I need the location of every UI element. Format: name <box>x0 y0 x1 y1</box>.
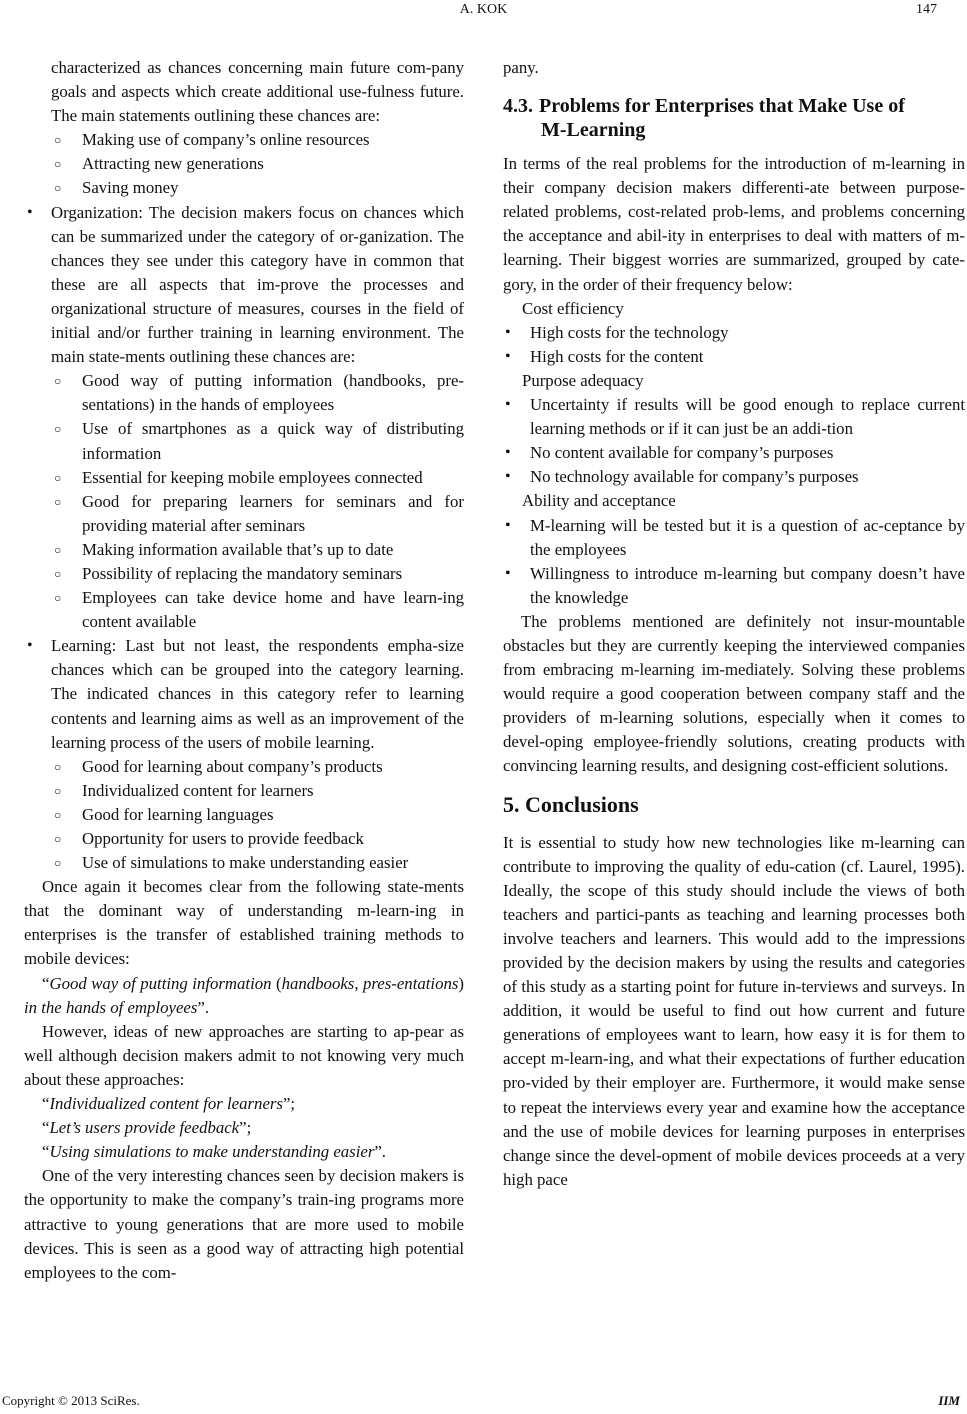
list-item: ○ Essential for keeping mobile employees connected <box>51 466 464 490</box>
paragraph: Once again it becomes clear from the following state-ments that the dominant way of understanding m-learn-ing in enterprises is the transfer of established training methods to mobile devices: <box>24 877 464 969</box>
quote-text: in the hands of employees <box>24 997 198 1017</box>
list-item: ○ Use of smartphones as a quick way of distributing information <box>51 417 464 465</box>
bullet-list <box>24 634 464 754</box>
right-column <box>503 56 965 1192</box>
paragraph: In terms of the real problems for the introduction of m-learning in their company decision makers differenti-ate between purpose-related problems, cost-related prob-lems, and problems concerning the acceptance and abil-ity in enterprises to deal with matters of m-learning. Their biggest worries are summarized, grouped by cate-gory, in the order of their frequency below: <box>503 154 965 294</box>
section-title-line2: M-Learning <box>541 119 646 142</box>
list-item: ○ Good for preparing learners for seminars and for providing material after seminars <box>51 490 464 538</box>
list-item: ○ Making use of company’s online resources <box>51 128 464 152</box>
journal-abbrev: IIM <box>938 1393 960 1408</box>
quote-mark: ”; <box>239 1118 252 1138</box>
bullet-text: Learning: Last but not least, the respondents empha-size chances which can be grouped into the category learning. The indicated chances in this category refer to learning contents and learning aims as well as an improvement of the learning process of the users of mobile learning. <box>51 636 464 752</box>
list-item: ○ Good for learning languages <box>51 803 464 827</box>
quote-text: Using simulations to make understanding easier <box>49 1142 375 1162</box>
category-label: Purpose adequacy <box>522 370 644 390</box>
list-item: ○ Attracting new generations <box>51 152 464 176</box>
section-title: Problems for Enterprises that Make Use of <box>539 95 905 118</box>
paragraph: It is essential to study how new technologies like m-learning can contribute to improving the quality of edu-cation (cf. Laurel, 1995). Ideally, the scope of this study should include the views of both teachers and partici-pants as teaching and learning processes both involve teachers and learners. This would add to the impressions provided by the decision makers by using the results and categories of this study as a starting point for future in-terviews and surveys. In addition, it would be useful to find out how current and future generations of employees want to learn, how easy it is for them to accept m-learn-ing, and what their expectations of further education pro-vided by their employer are. Furthermore, it would make sense to repeat the interviews every year and examine how the acceptance and the use of mobile devices for learning purposes in enterprises change since the devel-opment of mobile devices proceeds at a very high pace <box>503 832 965 1189</box>
list-item: ○ Good way of putting information (handbooks, pre-sentations) in the hands of employees <box>51 369 464 417</box>
list-item: • Willingness to introduce m-learning but company doesn’t have the knowledge <box>503 562 965 610</box>
list-item: ○ Good for learning about company’s products <box>51 755 464 779</box>
bullet-learning <box>24 634 464 754</box>
quote-text: , <box>354 973 363 993</box>
copyright: Copyright © 2013 SciRes. <box>2 1393 140 1408</box>
bullet-organization <box>24 201 464 370</box>
list-item: • No content available for company’s purposes <box>503 441 965 465</box>
paragraph: pany. <box>503 58 539 77</box>
quote-text: ) <box>458 973 464 993</box>
sublist-chances-future <box>24 128 464 200</box>
running-head-author: A. KOK <box>459 2 508 17</box>
list-item: • High costs for the content <box>503 345 965 369</box>
page-number: 147 <box>916 2 937 17</box>
quote-text: Good way of putting information <box>49 973 272 993</box>
bullet-list <box>503 321 965 369</box>
quote <box>24 1092 464 1116</box>
bullet-text: Organization: The decision makers focus on chances which can be summarized under the category of or-ganization. The chances they see under this category have in common that these are all aspects that im-prove the processes and organizational structure of measures, courses in the field of initial and/or further training in learning environment. The main state-ments outlining these chances are: <box>51 202 464 367</box>
quote-text: handbooks <box>281 973 355 993</box>
list-item: ○ Saving money <box>51 176 464 200</box>
list-item: • No technology available for company’s purposes <box>503 465 965 489</box>
quote-mark: ”. <box>374 1142 387 1162</box>
category-label: Cost efficiency <box>522 298 624 318</box>
list-item: ○ Employees can take device home and have learn-ing content available <box>51 586 464 634</box>
left-column <box>24 56 464 1285</box>
section-heading-conclusions: 5. Conclusions <box>503 791 639 817</box>
paragraph: One of the very interesting chances seen by decision makers is the opportunity to make the company’s train-ing programs more attractive to young generations that are more used to mobile devices. This is seen as a good way of attracting high potential employees to the com- <box>24 1166 464 1282</box>
quote-text: pres-entations <box>362 973 459 993</box>
section-heading <box>503 94 965 142</box>
sublist-organization <box>24 369 464 634</box>
quote-text: ( <box>271 973 282 993</box>
list-item: • Uncertainty if results will be good enough to replace current learning methods or if it can just be an addi-tion <box>503 393 965 441</box>
sublist-learning <box>24 755 464 875</box>
quote-mark: “ <box>42 1118 50 1138</box>
list-item: • High costs for the technology <box>503 321 965 345</box>
bullet-list <box>503 393 965 489</box>
list-item: ○ Opportunity for users to provide feedback <box>51 827 464 851</box>
quote-mark: “ <box>42 1094 50 1114</box>
quote-mark: ”. <box>197 997 210 1017</box>
bullet-list <box>24 201 464 370</box>
quote <box>24 972 464 1020</box>
quote-mark: ”; <box>282 1094 296 1114</box>
quote <box>24 1116 464 1140</box>
list-item: • M-learning will be tested but it is a question of ac-ceptance by the employees <box>503 514 965 562</box>
list-item: ○ Making information available that’s up to date <box>51 538 464 562</box>
list-item: ○ Individualized content for learners <box>51 779 464 803</box>
bullet-list <box>503 514 965 610</box>
quote <box>24 1140 464 1164</box>
paragraph: However, ideas of new approaches are starting to ap-pear as well although decision makers admit to not knowing very much about these approaches: <box>24 1021 464 1089</box>
paragraph: characterized as chances concerning main future com-pany goals and aspects which create additional use-fulness future. The main statements outlining these chances are: <box>51 58 464 126</box>
quote-mark: “ <box>42 1142 50 1162</box>
quote-text: Individualized content for learners <box>49 1094 283 1114</box>
quote-mark: “ <box>42 973 50 993</box>
list-item: ○ Possibility of replacing the mandatory seminars <box>51 562 464 586</box>
page-header <box>0 2 967 22</box>
section-number: 4.3. <box>503 95 533 118</box>
category-label: Ability and acceptance <box>522 491 676 511</box>
quote-text: Let’s users provide feedback <box>49 1118 240 1138</box>
list-item: ○ Use of simulations to make understanding easier <box>51 851 464 875</box>
paragraph: The problems mentioned are definitely not insur-mountable obstacles but they are currently keeping the interviewed companies from embracing m-learning im-mediately. Solving these problems would require a good cooperation between company staff and the providers of m-learning solutions, especially when it comes to devel-oping employee-friendly solutions, creating products with convincing learning results, and designing cost-efficient solutions. <box>503 611 965 776</box>
